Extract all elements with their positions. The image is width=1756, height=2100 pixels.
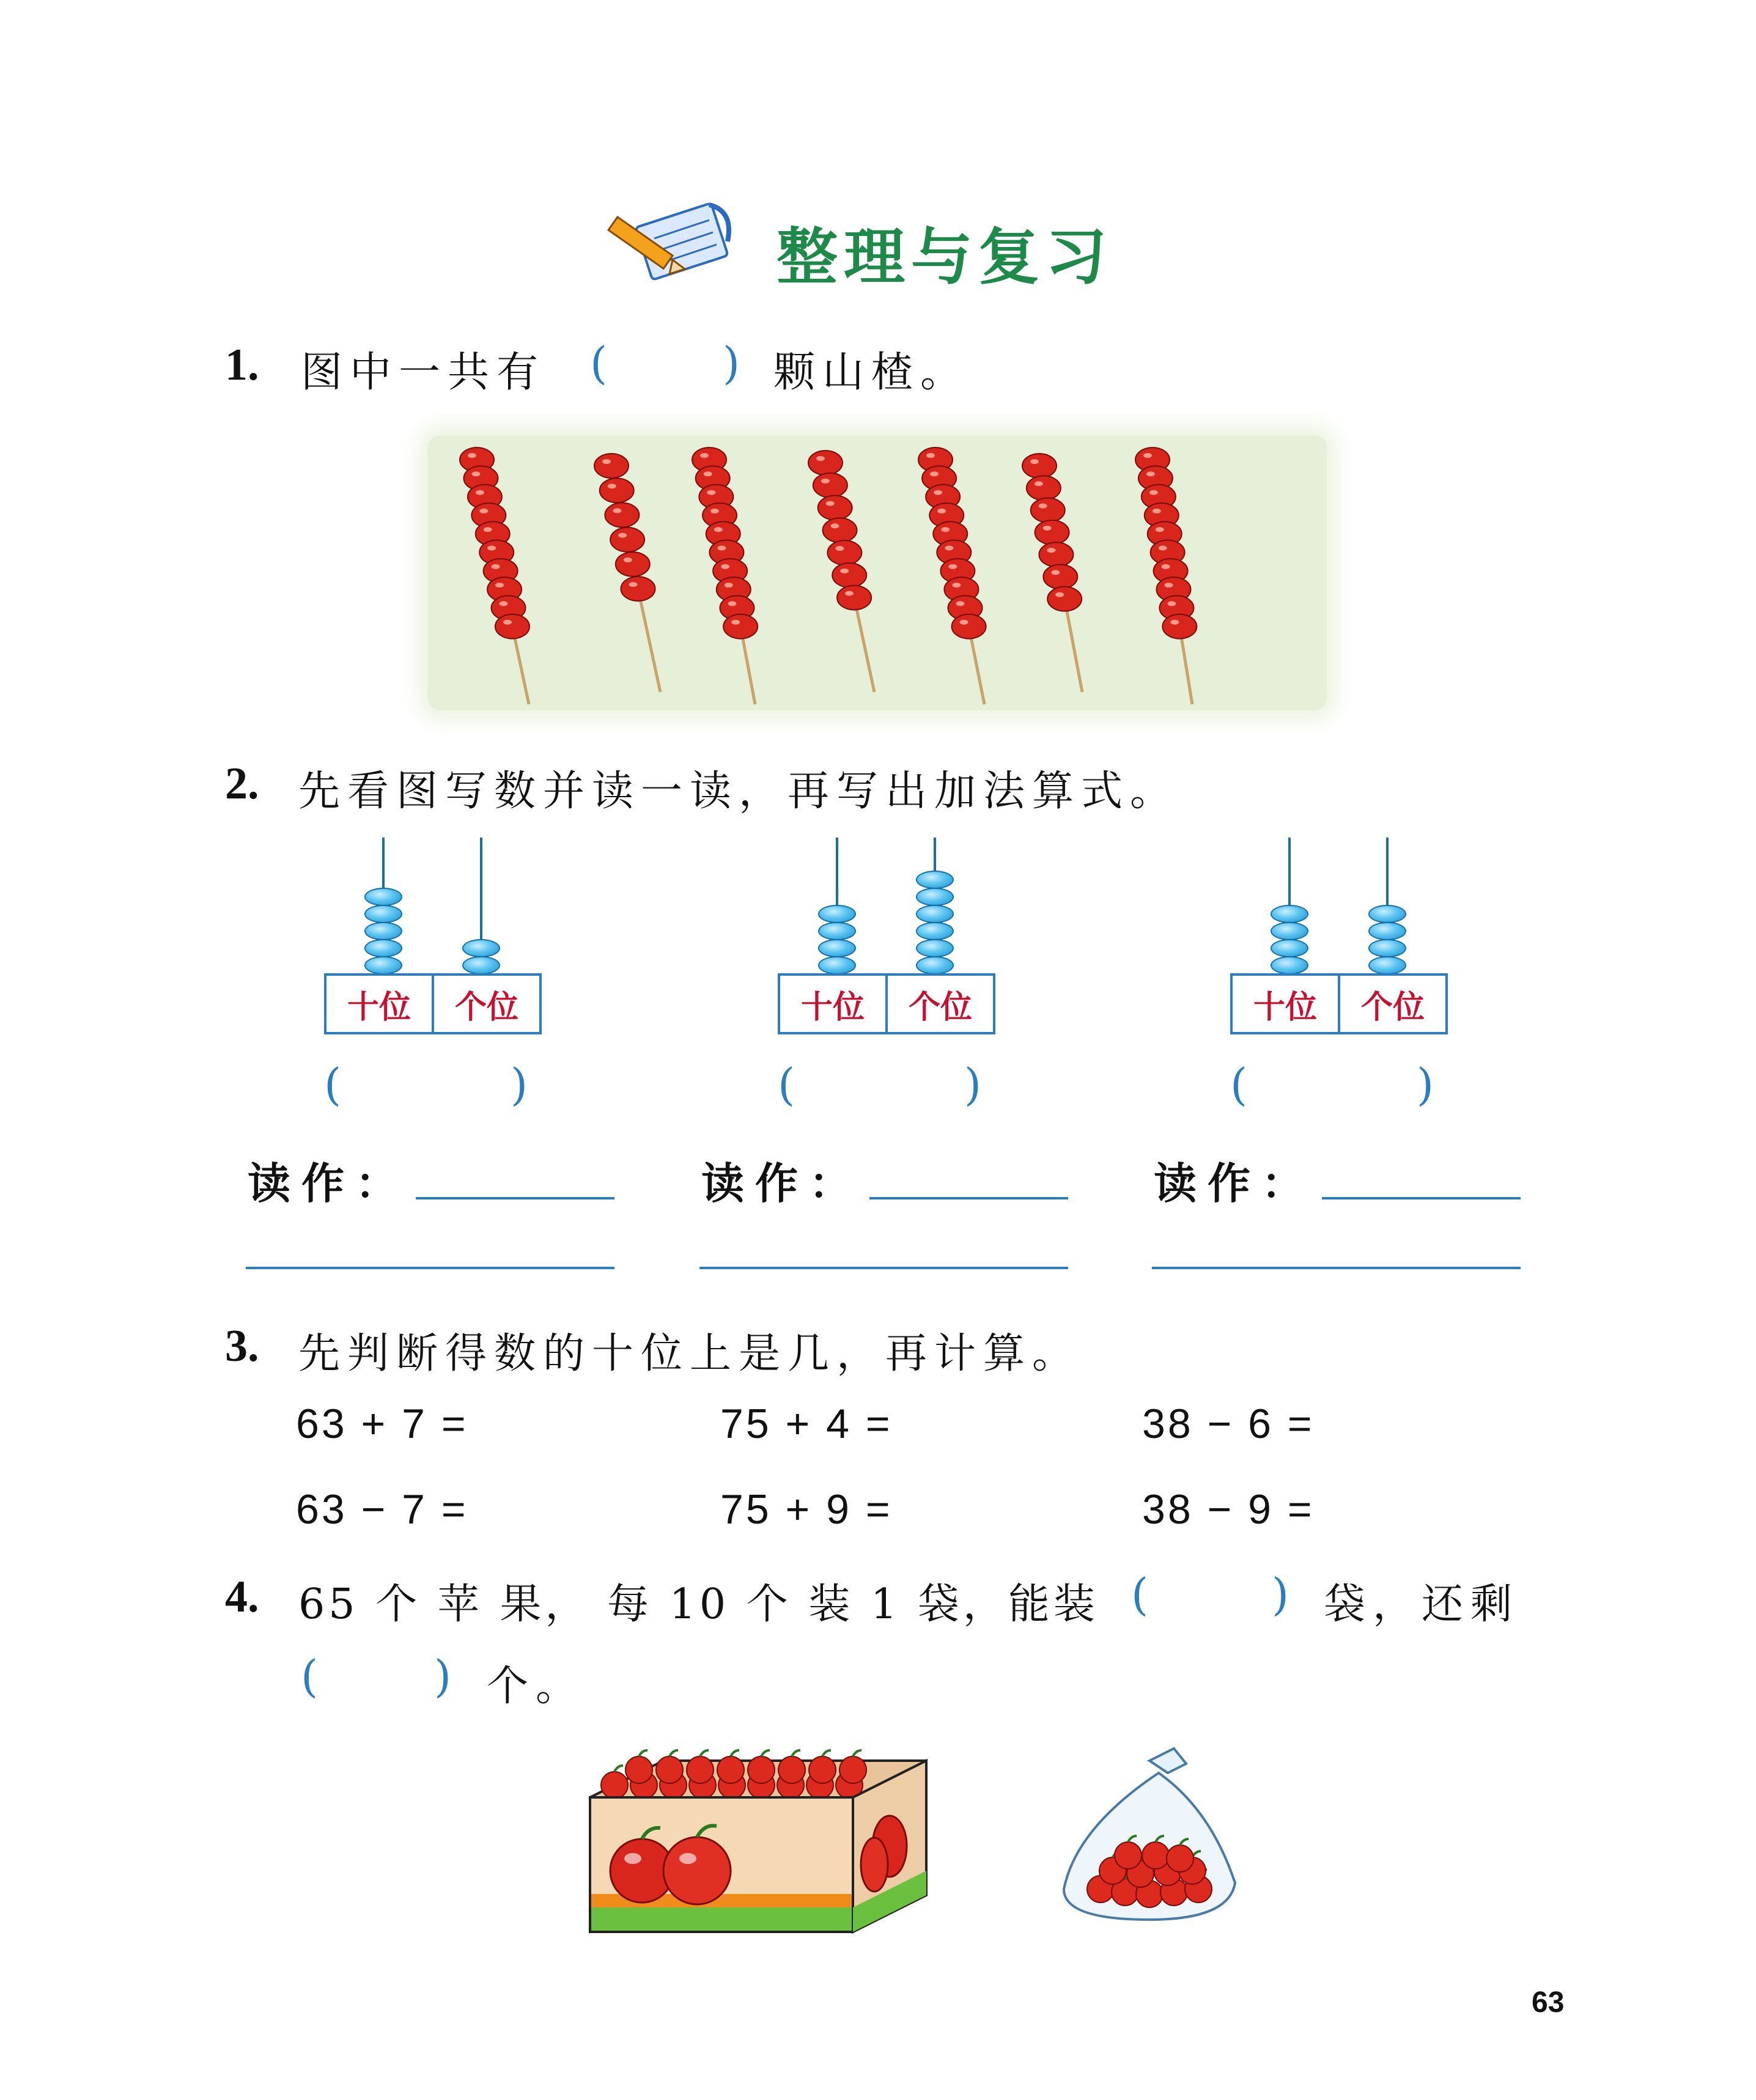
question-4-text-c: 个。 bbox=[487, 1662, 585, 1711]
berry-highlight bbox=[934, 490, 942, 495]
hawthorn-berry bbox=[723, 614, 758, 639]
answer-paren-right: ) bbox=[511, 1059, 528, 1110]
question-2-number: 2. bbox=[225, 759, 259, 809]
abacus-bead bbox=[1368, 939, 1406, 957]
berry-highlight bbox=[821, 479, 830, 484]
abacus-bead bbox=[916, 956, 954, 974]
abacus-bead bbox=[818, 922, 856, 940]
hawthorn-berry bbox=[827, 540, 861, 565]
berry-highlight bbox=[1030, 459, 1039, 464]
abacus-bead bbox=[364, 922, 402, 940]
hawthorn-berry bbox=[610, 528, 644, 552]
hawthorn-berry bbox=[952, 614, 986, 639]
equation-2-2: 75 + 9 = bbox=[720, 1486, 893, 1533]
equation-1-1: 63 + 7 = bbox=[296, 1401, 468, 1447]
berry-highlight bbox=[608, 484, 616, 488]
berry-highlight bbox=[937, 509, 946, 514]
berry-highlight bbox=[816, 456, 825, 461]
berry-highlight bbox=[826, 501, 835, 506]
ones-label: 个位 bbox=[454, 989, 518, 1026]
apple bbox=[687, 1756, 714, 1783]
hawthorn-berry bbox=[837, 586, 871, 610]
hawthorn-berry bbox=[1039, 542, 1073, 567]
place-value-box bbox=[324, 973, 542, 1034]
berry-highlight bbox=[602, 459, 611, 464]
berry-highlight bbox=[926, 453, 935, 458]
apple bbox=[717, 1756, 744, 1783]
apple bbox=[1142, 1842, 1169, 1869]
question-2-text: 先看图写数并读一读，再写出加法算式。 bbox=[298, 767, 1179, 816]
answer-paren-left: ( bbox=[1230, 1059, 1248, 1110]
apple-leaf bbox=[670, 1750, 678, 1756]
apple bbox=[809, 1756, 836, 1783]
berry-highlight bbox=[495, 583, 504, 588]
apple bbox=[748, 1756, 775, 1783]
hawthorn-skewers-illustration bbox=[428, 435, 1327, 710]
question-4-text-a: 65 个 苹 果， 每 10 个 装 1 袋，能装 bbox=[298, 1580, 1099, 1629]
apple bbox=[1115, 1842, 1142, 1869]
berry-highlight bbox=[1043, 526, 1052, 531]
hawthorn-berry bbox=[621, 577, 655, 601]
ones-label: 个位 bbox=[908, 989, 972, 1026]
hawthorn-berry bbox=[832, 563, 866, 588]
q4-paren1-right: ) bbox=[1272, 1569, 1289, 1620]
abacus-bead bbox=[916, 922, 954, 940]
q4-paren1-left: ( bbox=[1131, 1569, 1149, 1620]
berry-highlight bbox=[1055, 592, 1064, 597]
berry-highlight bbox=[613, 508, 621, 513]
abacus-bead bbox=[364, 905, 402, 923]
berry-highlight bbox=[1051, 570, 1060, 575]
read-as-label: 读作： bbox=[701, 1158, 863, 1209]
berry-highlight bbox=[831, 523, 839, 528]
berry-highlight bbox=[1170, 620, 1179, 625]
berry-highlight bbox=[479, 509, 488, 514]
page-number: 63 bbox=[1532, 1986, 1565, 2019]
question-3-text: 先判断得数的十位上是几，再计算。 bbox=[298, 1330, 1082, 1378]
answer-paren-right: ) bbox=[1417, 1059, 1434, 1110]
equation-2-1: 63 − 7 = bbox=[296, 1486, 468, 1533]
abacus-bead bbox=[1271, 956, 1308, 974]
abacus-bead bbox=[1368, 956, 1406, 974]
abacus-bead bbox=[462, 939, 500, 957]
q4-paren2-right: ) bbox=[434, 1651, 452, 1702]
abacus-bead bbox=[916, 871, 954, 889]
hawthorn-berry bbox=[1035, 520, 1069, 545]
abacus-bead bbox=[818, 939, 856, 957]
abacus-bead bbox=[1271, 939, 1308, 957]
question-1-number: 1. bbox=[225, 340, 259, 390]
abacus-bead bbox=[1271, 922, 1308, 940]
berry-highlight bbox=[1149, 490, 1158, 495]
hawthorn-berry bbox=[823, 518, 857, 542]
read-as-answer-line[interactable] bbox=[869, 1197, 1068, 1199]
berry-highlight bbox=[930, 471, 939, 476]
hawthorn-berry bbox=[808, 451, 843, 475]
berry-highlight bbox=[952, 583, 961, 588]
question-1-text-b: 颗山楂。 bbox=[773, 348, 970, 397]
berry-highlight bbox=[835, 546, 844, 551]
hawthorn-berry bbox=[600, 478, 634, 503]
abacus-bead bbox=[1368, 905, 1406, 923]
question-4-text-b: 袋，还剩 bbox=[1324, 1580, 1520, 1629]
apple-leaf bbox=[822, 1750, 831, 1756]
berry-highlight bbox=[1162, 564, 1170, 569]
read-as-answer-line[interactable] bbox=[416, 1197, 614, 1199]
hawthorn-berry bbox=[813, 473, 847, 498]
berry-highlight bbox=[1164, 583, 1173, 588]
apple-leaf bbox=[792, 1750, 800, 1756]
answer-paren-right: ) bbox=[964, 1059, 982, 1110]
apple-box-illustration bbox=[584, 1730, 932, 1944]
apple bbox=[601, 1772, 628, 1799]
berry-highlight bbox=[704, 471, 712, 476]
berry-highlight bbox=[629, 582, 637, 587]
berry-highlight bbox=[492, 564, 500, 569]
berry-highlight bbox=[956, 601, 964, 606]
abacus-bead bbox=[916, 888, 954, 906]
question-4-number: 4. bbox=[225, 1572, 259, 1622]
apple bbox=[778, 1756, 805, 1783]
q4-paren2-left: ( bbox=[301, 1651, 319, 1702]
hawthorn-berry bbox=[594, 454, 629, 478]
berry-highlight bbox=[960, 620, 968, 625]
abacus-bead bbox=[364, 888, 402, 906]
apple bbox=[1167, 1845, 1193, 1872]
berry-highlight bbox=[941, 527, 950, 532]
equation-answer-line[interactable] bbox=[699, 1267, 1068, 1269]
berry-highlight bbox=[503, 620, 512, 625]
hawthorn-berry bbox=[1022, 454, 1057, 478]
berry-highlight bbox=[471, 471, 480, 476]
answer-paren-left: ( bbox=[324, 1059, 342, 1110]
berry-highlight bbox=[717, 546, 726, 551]
apple bbox=[625, 1756, 652, 1783]
equation-answer-line[interactable] bbox=[246, 1267, 614, 1269]
apple-leaf bbox=[700, 1750, 709, 1756]
abacus-bead bbox=[1271, 905, 1308, 923]
q1-paren-right: ) bbox=[723, 337, 740, 389]
berry-highlight bbox=[948, 564, 957, 569]
q1-paren-left: ( bbox=[590, 337, 608, 389]
berry-highlight bbox=[624, 558, 632, 562]
read-as-label: 读作： bbox=[1154, 1158, 1315, 1209]
berry-highlight bbox=[1167, 601, 1176, 606]
apple-leaf bbox=[761, 1750, 770, 1756]
hawthorn-berry bbox=[495, 614, 529, 639]
berry-highlight bbox=[707, 490, 715, 495]
hawthorn-berry bbox=[605, 503, 639, 527]
apple-bag-illustration bbox=[1052, 1736, 1247, 1926]
ones-label: 个位 bbox=[1360, 989, 1425, 1026]
abacus-bead bbox=[462, 956, 500, 974]
abacus-bead bbox=[916, 939, 954, 957]
berry-highlight bbox=[468, 453, 476, 458]
abacus-bead bbox=[1368, 922, 1406, 940]
berry-highlight bbox=[476, 490, 484, 495]
hawthorn-berry bbox=[1027, 476, 1061, 500]
apple bbox=[656, 1756, 683, 1783]
abacus-bead bbox=[818, 956, 856, 974]
berry-highlight bbox=[840, 569, 849, 573]
berry-highlight bbox=[1159, 546, 1167, 551]
berry-highlight bbox=[487, 546, 496, 551]
abacus-bead bbox=[818, 905, 856, 923]
berry-highlight bbox=[728, 601, 736, 606]
berry-highlight bbox=[484, 527, 492, 532]
hawthorn-berry bbox=[818, 496, 852, 520]
berry-highlight bbox=[710, 509, 719, 514]
equation-1-3: 38 − 6 = bbox=[1142, 1401, 1315, 1447]
hawthorn-berry bbox=[616, 552, 650, 577]
berry-highlight bbox=[1143, 453, 1152, 458]
read-as-answer-line[interactable] bbox=[1322, 1197, 1521, 1199]
apple-leaf bbox=[731, 1750, 739, 1756]
abacus-bead bbox=[364, 939, 402, 957]
equation-answer-line[interactable] bbox=[1152, 1267, 1521, 1269]
apple bbox=[839, 1756, 866, 1783]
tens-label: 十位 bbox=[326, 976, 434, 1032]
berry-highlight bbox=[714, 527, 723, 532]
berry-highlight bbox=[1153, 509, 1161, 514]
berry-highlight bbox=[725, 583, 733, 588]
berry-highlight bbox=[945, 546, 953, 551]
pencil-notepad-icon bbox=[605, 196, 746, 287]
page-title: 整理与复习 bbox=[777, 221, 1113, 293]
tens-label: 十位 bbox=[1233, 976, 1340, 1032]
read-as-label: 读作： bbox=[248, 1158, 409, 1209]
berry-highlight bbox=[1047, 548, 1055, 553]
berry-highlight bbox=[618, 533, 627, 538]
abacus-bead bbox=[364, 956, 402, 974]
hawthorn-berry bbox=[1043, 564, 1077, 589]
berry-highlight bbox=[731, 620, 740, 625]
abacus-bead bbox=[916, 905, 954, 923]
place-value-box bbox=[778, 973, 995, 1034]
apple-leaf bbox=[853, 1750, 861, 1756]
place-value-box bbox=[1230, 973, 1448, 1034]
apple-leaf bbox=[639, 1750, 647, 1756]
equation-1-2: 75 + 4 = bbox=[720, 1401, 893, 1447]
answer-paren-left: ( bbox=[778, 1059, 795, 1110]
berry-highlight bbox=[1035, 481, 1043, 486]
berry-highlight bbox=[1156, 527, 1164, 532]
equation-2-3: 38 − 9 = bbox=[1142, 1486, 1315, 1533]
berry-highlight bbox=[500, 601, 508, 606]
berry-highlight bbox=[1039, 504, 1047, 509]
question-1-text-a: 图中一共有 bbox=[301, 348, 546, 397]
hawthorn-berry bbox=[1047, 587, 1082, 611]
apple-leaf bbox=[614, 1766, 623, 1772]
berry-highlight bbox=[1146, 471, 1155, 476]
question-3-number: 3. bbox=[225, 1321, 259, 1371]
berry-highlight bbox=[845, 591, 854, 596]
berry-highlight bbox=[721, 564, 729, 569]
hawthorn-berry bbox=[1162, 614, 1197, 639]
tens-label: 十位 bbox=[780, 976, 888, 1032]
berry-highlight bbox=[700, 453, 709, 458]
hawthorn-berry bbox=[1031, 498, 1065, 523]
